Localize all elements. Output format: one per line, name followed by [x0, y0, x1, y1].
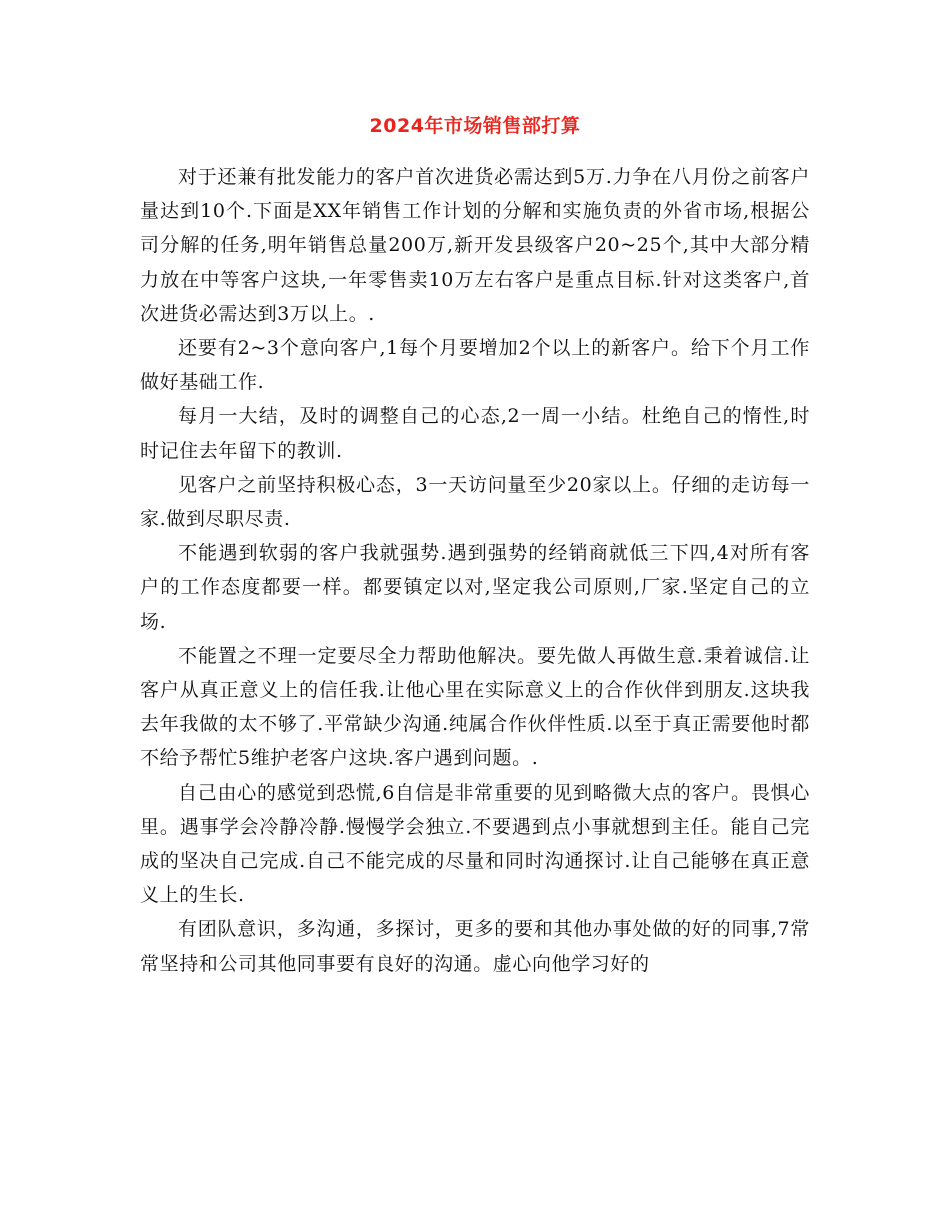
paragraph-2: 还要有2~3个意向客户,1每个月要增加2个以上的新客户。给下个月工作做好基础工作. [140, 337, 810, 394]
paragraph-3: 每月一大结，及时的调整自己的心态,2一周一小结。杜绝自己的惰性,时时记住去年留下的教训. [140, 405, 810, 462]
paragraph-6: 不能置之不理一定要尽全力帮助他解决。要先做人再做生意.秉着诚信.让客户从真正意义上的信任我.让他心里在实际意义上的合作伙伴到朋友.这块我去年我做的太不够了.平常缺少沟通.纯属合作伙伴性质.以至于真正需要他时都不给予帮忙5维护老客户这块.客户遇到问题。. [140, 644, 810, 770]
document-title: 2024年市场销售部打算 [369, 115, 581, 137]
paragraph-5: 不能遇到软弱的客户我就强势.遇到强势的经销商就低三下四,4对所有客户的工作态度都要一样。都要镇定以对,坚定我公司原则,厂家.坚定自己的立场. [140, 542, 810, 633]
paragraph-1: 对于还兼有批发能力的客户首次进货必需达到5万.力争在八月份之前客户量达到10个.下面是XX年销售工作计划的分解和实施负责的外省市场,根据公司分解的任务,明年销售总量200万,新开发县级客户20~25个,其中大部分精力放在中等客户这块,一年零售卖10万左右客户是重点目标.针对这类客户,首次进货必需达到3万以上。. [140, 166, 810, 325]
document-body [140, 160, 810, 981]
paragraph-7: 自己由心的感觉到恐慌,6自信是非常重要的见到略微大点的客户。畏惧心里。遇事学会冷静冷静.慢慢学会独立.不要遇到点小事就想到主任。能自己完成的坚决自己完成.自己不能完成的尽量和同时沟通探讨.让自己能够在真正意义上的生长. [140, 781, 810, 907]
paragraph-8: 有团队意识，多沟通，多探讨，更多的要和其他办事处做的好的同事,7常常坚持和公司其他同事要有良好的沟通。虚心向他学习好的 [140, 918, 810, 975]
paragraph-4: 见客户之前坚持积极心态，3一天访问量至少20家以上。仔细的走访每一家.做到尽职尽责. [140, 473, 810, 531]
